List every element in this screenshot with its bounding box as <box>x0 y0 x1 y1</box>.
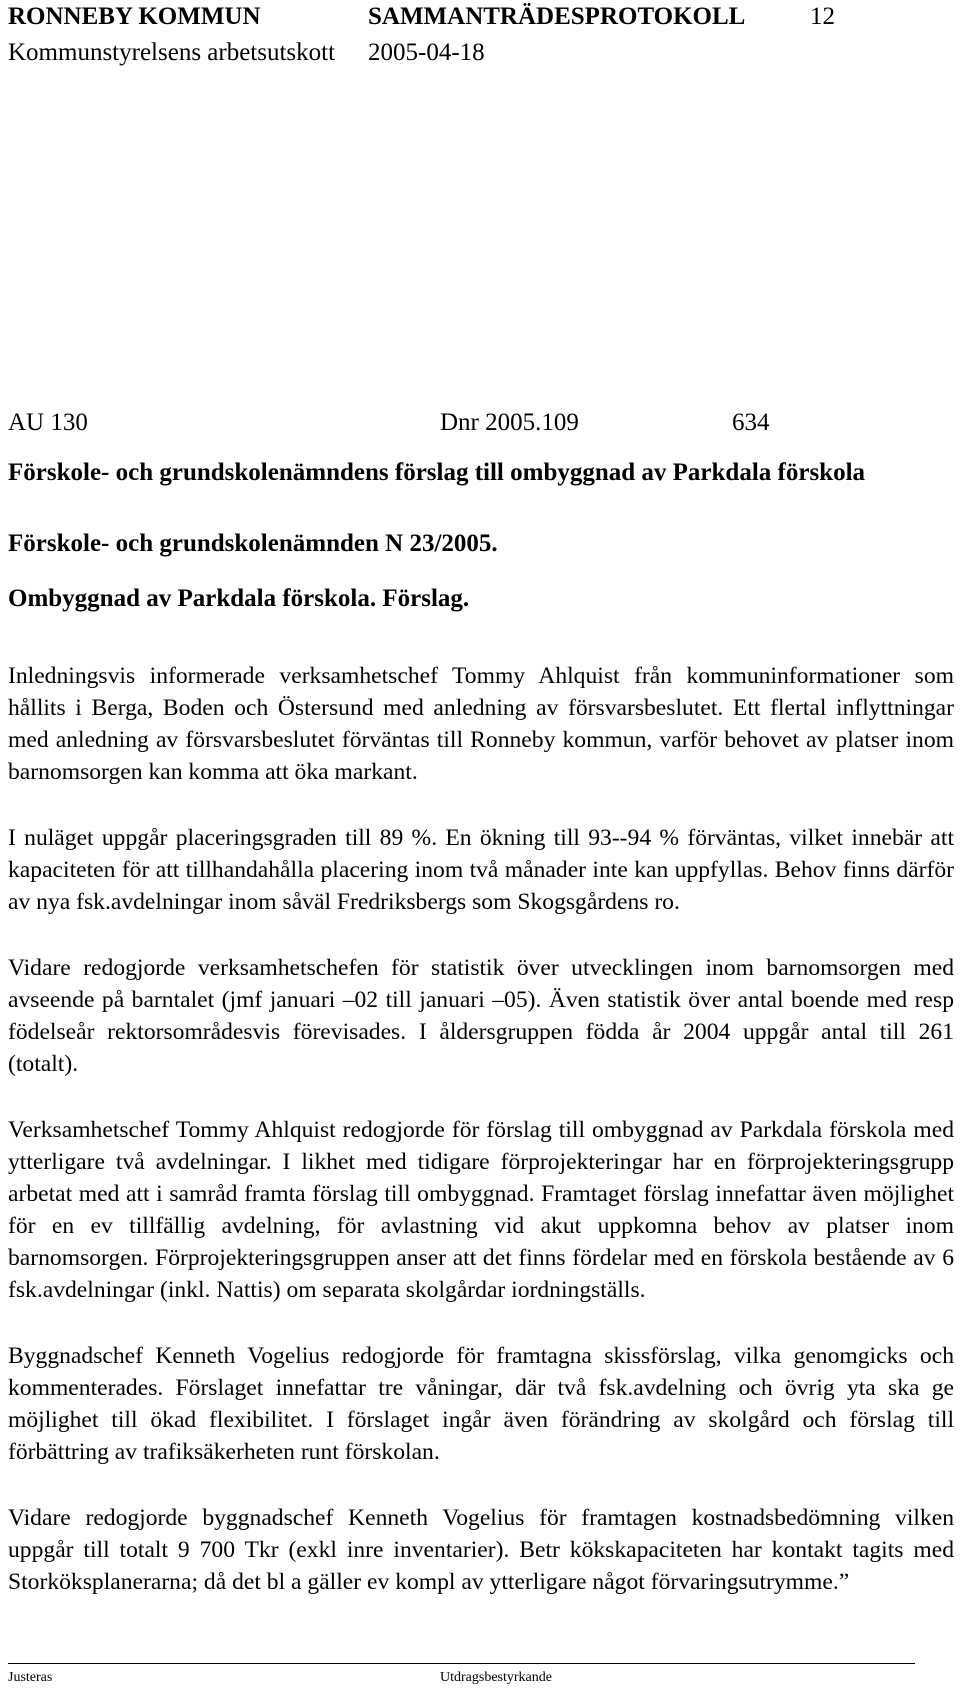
au-number: AU 130 <box>8 409 88 436</box>
body-paragraph: Vidare redogjorde byggnadschef Kenneth Vogelius för framtagen kostnadsbedömning vilken uppgår till totalt 9 700 Tkr (exkl inre inventarier). Betr kökskapaciteten har kontakt tagits med Storköksplanerarna; då det bl a gäller ev kompl av ytterligare något förvaringsutrymme.” <box>8 1505 954 1595</box>
minutes-body <box>8 660 954 1632</box>
meeting-date: 2005-04-18 <box>368 39 485 66</box>
case-subject: Ombyggnad av Parkdala förskola. Förslag. <box>8 585 470 612</box>
footer-utdragsbestyrkande-label: Utdragsbestyrkande <box>440 1670 552 1685</box>
body-paragraph: Byggnadschef Kenneth Vogelius redogjorde för framtagna skissförslag, vilka genomgicks och kommenterades. Förslaget innefattar tre våningar, där två fsk.avdelning och övrig yta ska ge möjlighet till ökad flexibilitet. I förslaget ingår även förändring av skolgård och förslag till förbättring av trafiksäkerheten runt förskolan. <box>8 1343 954 1465</box>
diary-number: Dnr 2005.109 <box>440 409 579 436</box>
footer-justeras-label: Justeras <box>8 1670 53 1685</box>
case-number: 634 <box>732 409 770 436</box>
document-type: SAMMANTRÄDESPROTOKOLL <box>368 3 746 30</box>
case-title: Förskole- och grundskolenämndens förslag till ombyggnad av Parkdala förskola <box>8 459 866 486</box>
case-reference: Förskole- och grundskolenämnden N 23/2005. <box>8 530 498 557</box>
footer-divider <box>8 1663 915 1664</box>
body-paragraph: I nuläget uppgår placeringsgraden till 89 %. En ökning till 93--94 % förväntas, vilket innebär att kapaciteten för att tillhandahålla placering inom två månader inte kan uppfyllas. Behov finns därför av nya fsk.avdelningar inom såväl Fredriksbergs som Skogsgårdens ro. <box>8 825 954 915</box>
municipality-name: RONNEBY KOMMUN <box>8 3 261 30</box>
body-paragraph: Vidare redogjorde verksamhetschefen för statistik över utvecklingen inom barnomsorgen med avseende på barntalet (jmf januari –02 till januari –05). Även statistik över antal boende med resp födelseår rektorsområdesvis förevisades. I åldersgruppen födda år 2004 uppgår antal till 261 (totalt). <box>8 955 954 1077</box>
body-paragraph: Verksamhetschef Tommy Ahlquist redogjorde för förslag till ombyggnad av Parkdala förskola med ytterligare två avdelningar. I likhet med tidigare förprojekteringar har en förprojekteringsgrupp arbetat med att i samråd framta förslag till ombyggnad. Framtaget förslag innefattar även möjlighet för en ev tillfällig avdelning, för avlastning vid akut uppkomna behov av platser inom barnomsorgen. Förprojekteringsgruppen anser att det finns fördelar med en förskola bestående av 6 fsk.avdelningar (inkl. Nattis) om separata skolgårdar iordningställs. <box>8 1117 954 1303</box>
committee-name: Kommunstyrelsens arbetsutskott <box>8 39 336 66</box>
page-number: 12 <box>810 3 835 30</box>
body-paragraph: Inledningsvis informerade verksamhetschef Tommy Ahlquist från kommuninformationer som hållits i Berga, Boden och Östersund med anledning av försvarsbeslutet. Ett flertal inflyttningar med anledning av försvarsbeslutet förväntas till Ronneby kommun, varför behovet av platser inom barnomsorgen kan komma att öka markant. <box>8 663 954 785</box>
